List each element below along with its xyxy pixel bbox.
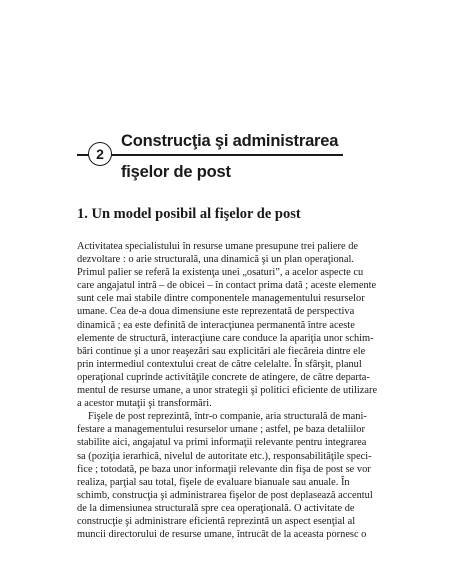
body-line: realiza, parţial sau total, fişele de evaluare bianuale sau anuale. În (77, 476, 350, 488)
body-line: sunt cele mai stabile dintre componentele managementului resurselor (77, 293, 365, 305)
body-line: Primul palier se referă la existenţa unei „osaturi”, a acelor aspecte cu (77, 267, 364, 279)
body-line: fice ; totodată, pe baza unor informaţii relevante din fişa de post se vor (77, 463, 371, 475)
body-line: operaţional cuprinde activităţile concrete de atingere, de către departa- (77, 371, 370, 383)
body-line: mentul de resurse umane, a unor strategii şi politici eficiente de utilizare (77, 385, 378, 397)
body-line: prin intermediul contextului creat de către celelalte. În sfârşit, planul (77, 358, 362, 370)
body-line: dezvoltare : o arie structurală, una dinamică şi un plan operaţional. (77, 254, 354, 266)
body-line: bări continue şi a unor reaşezări sau explicitări ale fiecăreia dintre ele (77, 345, 366, 357)
body-line: dinamică ; ea este definită de interacţiunea permanentă între aceste (77, 319, 355, 331)
body-line: Fişele de post reprezintă, într-o companie, aria structurală de mani- (88, 411, 367, 423)
chapter-rule (77, 154, 343, 156)
body-line: schimb, construcţia şi administrarea fişelor de post deplasează accentul (77, 489, 373, 501)
chapter-number: 2 (96, 146, 104, 162)
body-line: elemente de structură, interacţiune care conduce la apariţia unor schim- (77, 332, 374, 344)
body-line: muncii directorului de resurse umane, întrucât de la aceasta pornesc o (77, 529, 367, 541)
chapter-title-line-1: Construcţia şi administrarea (121, 132, 339, 150)
body-line: Activitatea specialistului în resurse umane presupune trei paliere de (77, 241, 359, 252)
chapter-title-line-2: fişelor de post (121, 163, 231, 181)
body-line: a acestor mutaţii şi transformări. (77, 398, 212, 410)
body-line: stabilite aici, angajatul va primi informaţii relevante pentru integrarea (77, 437, 367, 449)
body-text (77, 240, 378, 541)
body-line: festare a managementului resurselor umane ; astfel, pe baza detaliilor (77, 424, 365, 436)
section-heading: 1. Un model posibil al fişelor de post (77, 206, 301, 222)
chapter-number-badge (88, 142, 112, 166)
body-line: construcţie şi administrare eficientă reprezintă un aspect esenţial al (77, 515, 356, 527)
body-line: umane. Cea de-a doua dimensiune este reprezentată de perspectiva (77, 306, 355, 318)
body-line: de la dimensiunea structurală spre cea operaţională. O activitate de (77, 502, 355, 514)
body-line: care angajatul intră – de obicei – în contact prima dată ; aceste elemente (77, 280, 377, 292)
body-line: sa (poziţia ierarhică, nivelul de autoritate etc.), responsabilităţile speci- (77, 450, 372, 462)
